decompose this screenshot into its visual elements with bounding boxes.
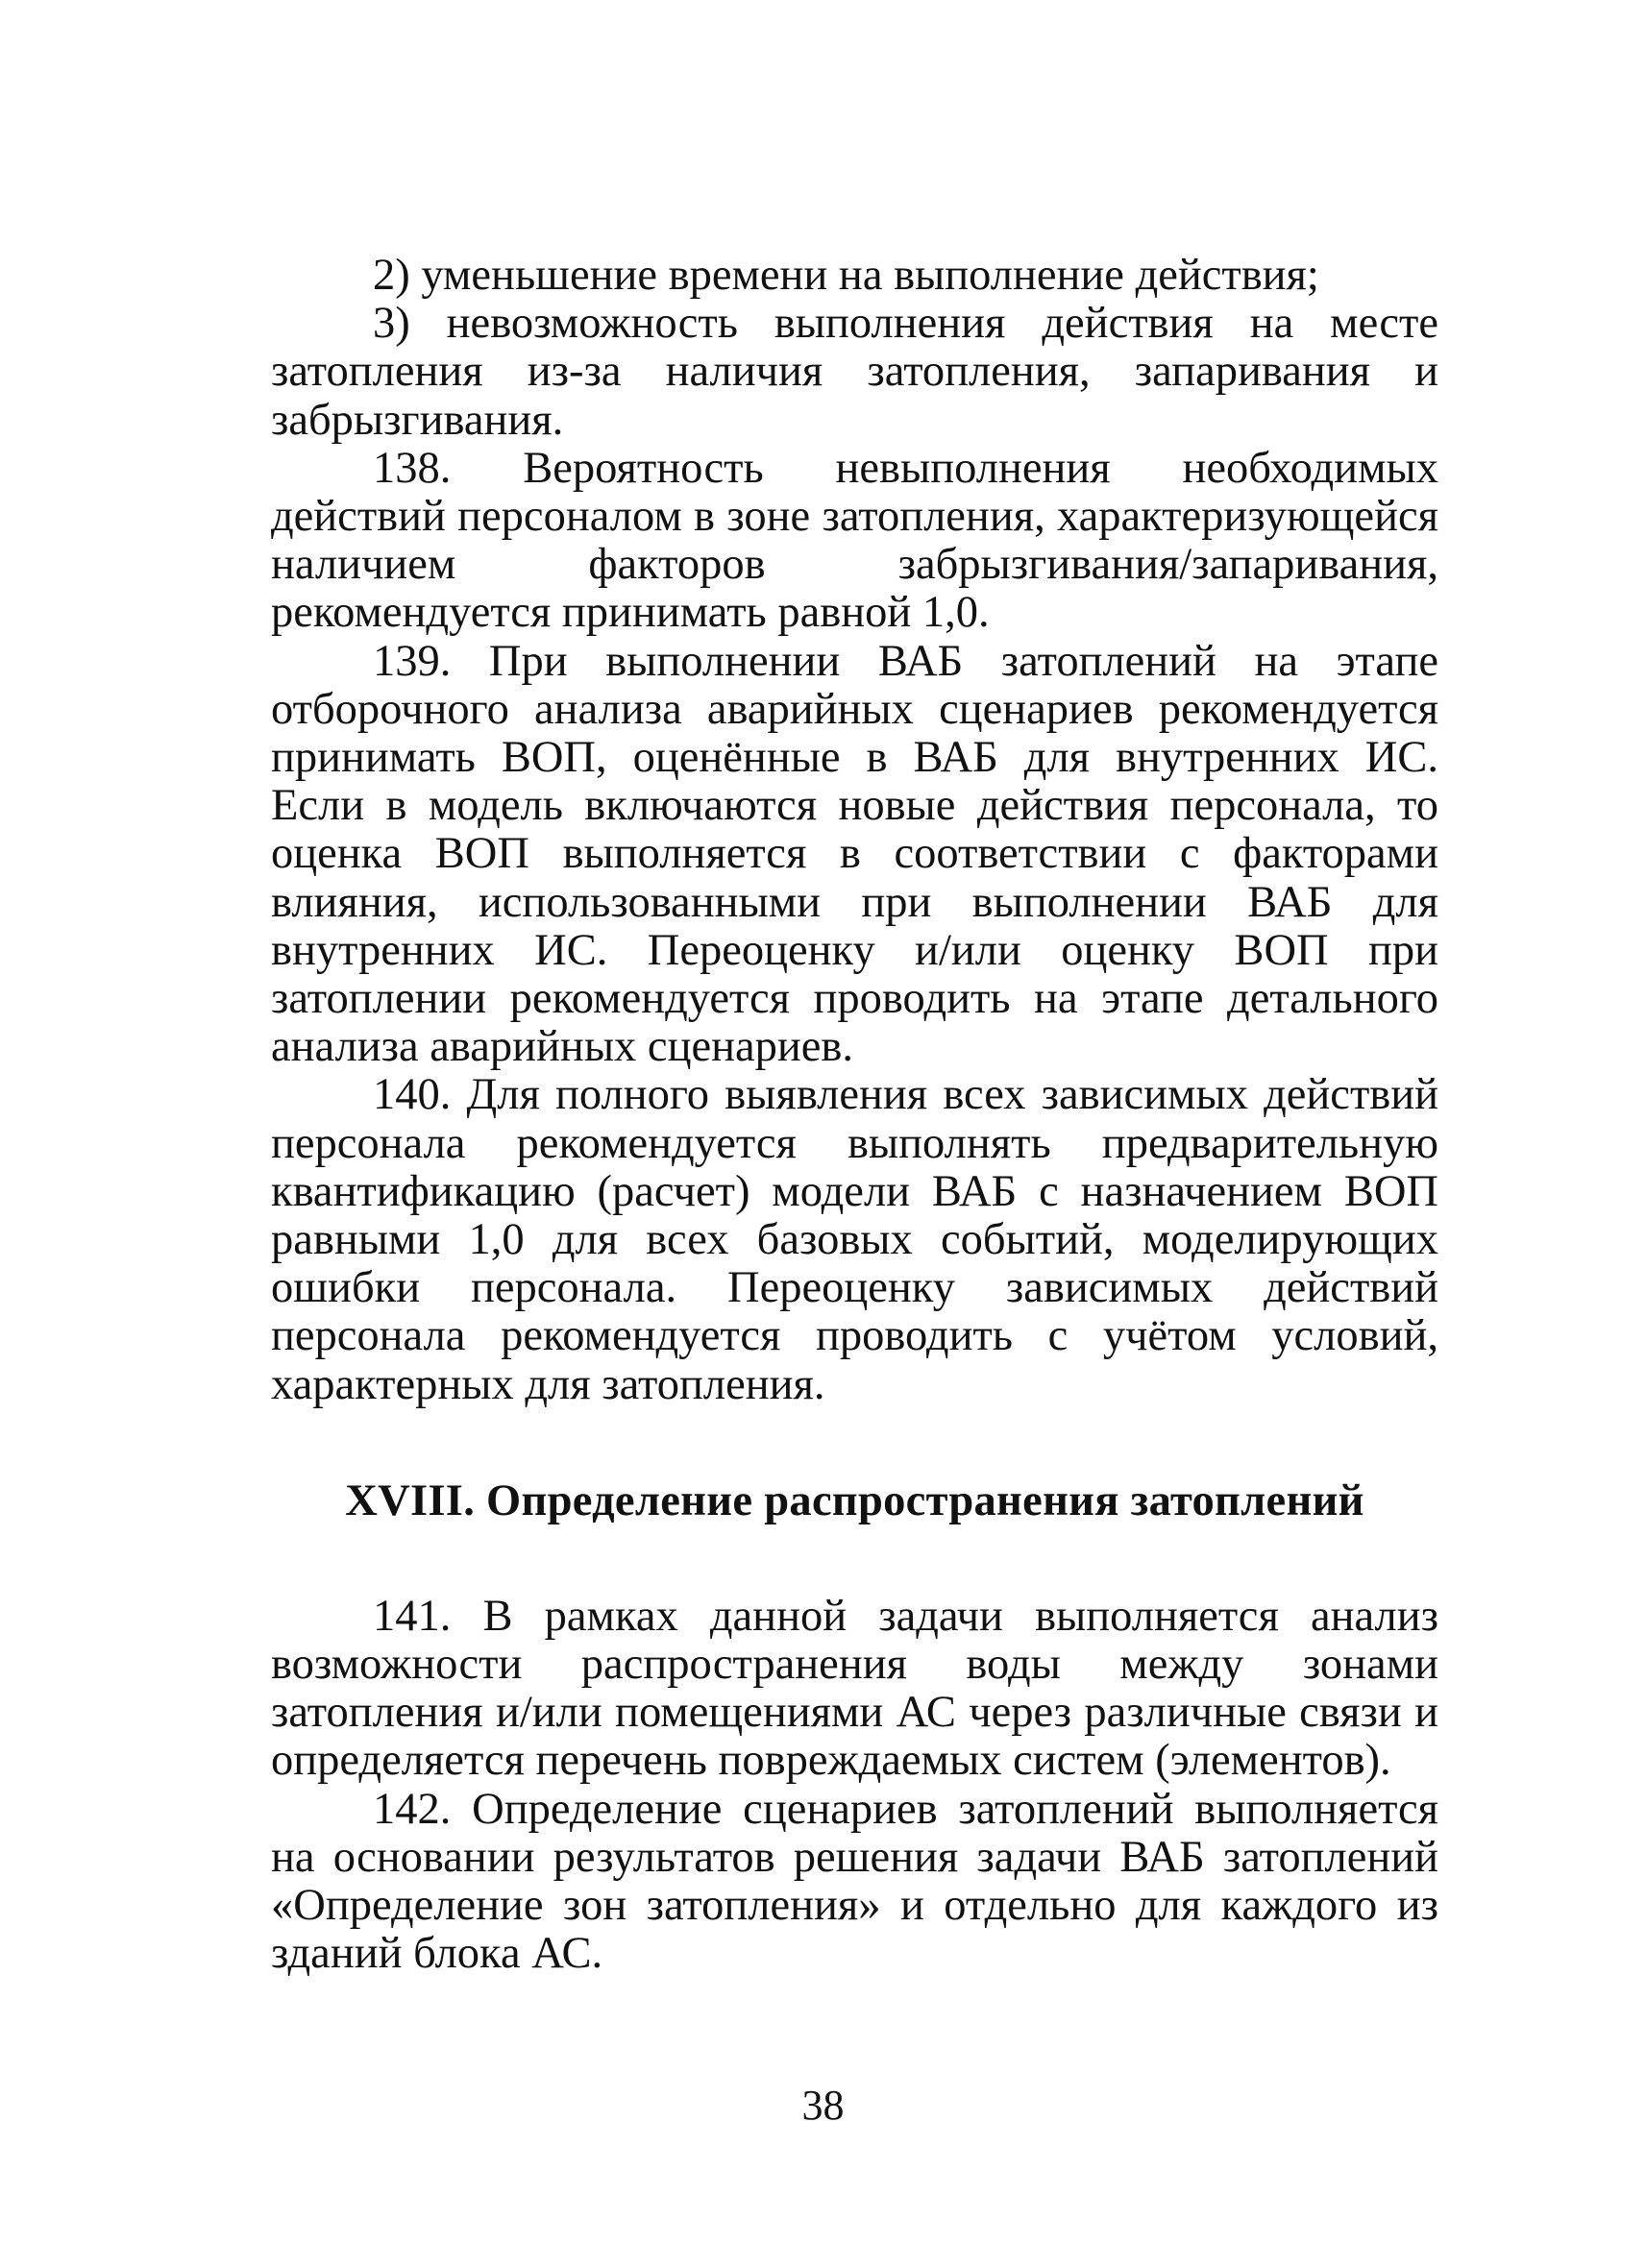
page-number: 38	[801, 2082, 845, 2129]
list-item-time-reduction: 2) уменьшение времени на выполнение действия;	[373, 251, 1319, 300]
document-page	[271, 252, 1438, 1979]
paragraph-138: 138. Вероятность невыполнения необходимых действий персоналом в зоне затопления, характеризующейся наличием факторов забрызгивания/запаривания, рекомендуется принимать равной 1,0.	[271, 443, 1438, 638]
paragraph-141: 141. В рамках данной задачи выполняется анализ возможности распространения воды между зонами затопления и/или помещениями АС через различные связи и определяется перечень повреждаемых систем (элементов).	[271, 1591, 1438, 1786]
paragraph-139: 139. При выполнении ВАБ затоплений на этапе отборочного анализа аварийных сценариев рекомендуется принимать ВОП, оценённые в ВАБ для внутренних ИС. Если в модель включаются новые действия персонала, то оценка ВОП выполняется в соответствии с факторами влияния, использованными при выполнении ВАБ для внутренних ИС. Переоценку и/или оценку ВОП при затоплении рекомендуется проводить на этапе детального анализа аварийных сценариев.	[271, 636, 1438, 1072]
paragraph-140: 140. Для полного выявления всех зависимых действий персонала рекомендуется выполнять предварительную квантификацию (расчет) модели ВАБ с назначением ВОП равными 1,0 для всех базовых событий, моделирующих ошибки персонала. Переоценку зависимых действий персонала рекомендуется проводить с учётом условий, характерных для затопления.	[271, 1070, 1438, 1409]
section-heading: XVIII. Определение распространения затоплений	[345, 1475, 1364, 1525]
list-item-impossibility: 3) невозможность выполнения действия на месте затопления из-за наличия затопления, запаривания и забрызгивания.	[271, 299, 1438, 445]
paragraph-142: 142. Определение сценариев затоплений выполняется на основании результатов решения задачи ВАБ затоплений «Определение зон затопления» и отдельно для каждого из зданий блока АС.	[271, 1784, 1438, 1979]
